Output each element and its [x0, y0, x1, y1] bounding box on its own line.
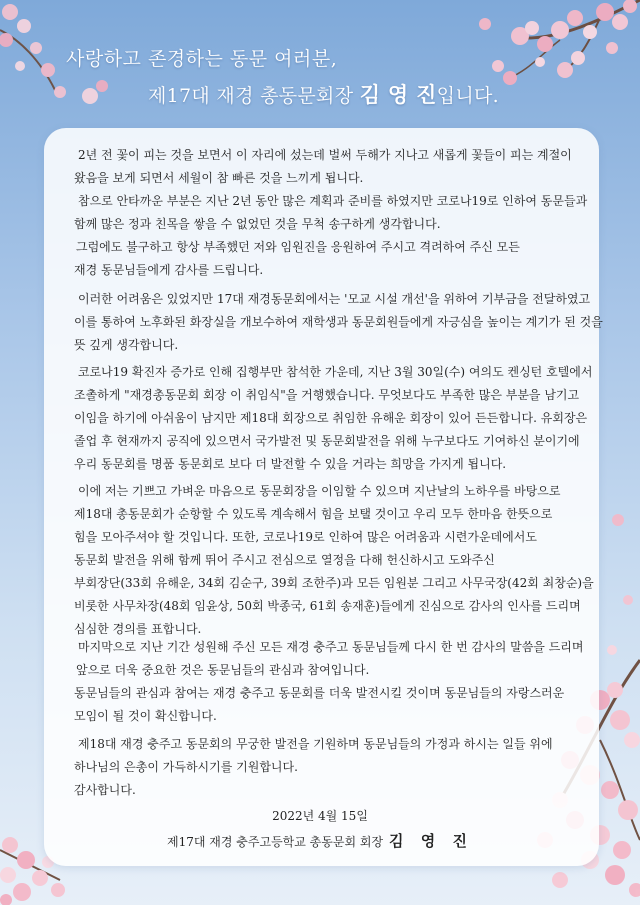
letter-header: [0, 0, 640, 120]
intro-line: [148, 79, 499, 109]
letter-date: 2022년 4월 15일: [272, 809, 368, 823]
paragraph-line: 비롯한 사무차장(48회 임윤상, 50회 박종국, 61회 송재훈)들에게 진심으로 감사의 인사를 드리며: [74, 599, 581, 613]
paragraph-line: 참으로 안타까운 부분은 지난 2년 동안 많은 계획과 준비를 하였지만 코로나19로 인하여 동문들과: [78, 194, 588, 208]
paragraph-line: 이임을 하기에 아쉬움이 남지만 제18대 회장으로 취임한 유해운 회장이 있어 든든합니다. 유회장은: [74, 411, 588, 425]
paragraph-2: [74, 190, 588, 282]
paragraph-line: 하나님의 은총이 가득하시기를 기원합니다.: [74, 760, 298, 774]
paragraph-6: [74, 636, 584, 728]
paragraph-1: [74, 144, 574, 190]
paragraph-line: 그럼에도 불구하고 항상 부족했던 저와 임원진을 응원하여 주시고 격려하여 주신 모든: [76, 240, 520, 254]
paragraph-line: 심심한 경의를 표합니다.: [74, 622, 202, 636]
paragraph-line: 뜻 깊게 생각합니다.: [74, 338, 179, 352]
signature-title: 제17대 재경 충주고등학교 총동문회 회장: [167, 835, 384, 849]
paragraph-line: 동문회 발전을 위해 함께 뛰어 주시고 전심으로 열정을 다해 헌신하시고 도와주신: [74, 553, 495, 567]
paragraph-line: 감사합니다.: [74, 783, 136, 797]
paragraph-line: 우리 동문회를 명품 동문회로 보다 더 발전할 수 있을 거라는 희망을 가지게 됩니다.: [74, 457, 507, 471]
greeting-line: 사랑하고 존경하는 동문 여러분,: [66, 48, 338, 70]
paragraph-5: [74, 480, 594, 641]
paragraph-line: 힘을 모아주셔야 할 것입니다. 또한, 코로나19로 인하여 많은 어려움과 시련가운데에서도: [74, 530, 537, 544]
paragraph-4: [74, 361, 593, 476]
signature-name: 김 영 진: [389, 832, 473, 850]
paragraph-line: 앞으로 더욱 중요한 것은 동문님들의 관심과 참여입니다.: [76, 663, 370, 677]
paragraph-3: [74, 288, 603, 357]
signature-line: [0, 830, 640, 851]
paragraph-line: 부회장단(33회 유해운, 34회 김순구, 39회 조한주)과 모든 임원분 그리고 사무국장(42회 최창순)을: [74, 576, 594, 590]
paragraph-line: 코로나19 확진자 증가로 인해 집행부만 참석한 가운데, 지난 3월 30일(수) 여의도 켄싱턴 호텔에서: [78, 365, 593, 379]
paragraph-line: 이를 통하여 노후화된 화장실을 개보수하여 재학생과 동문회원들에게 자긍심을 높이는 계기가 된 것을: [74, 315, 603, 329]
paragraph-line: 모임이 될 것이 확신합니다.: [74, 709, 217, 723]
paragraph-line: 이러한 어려움은 있었지만 17대 재경동문회에서는 '모교 시설 개선'을 위하여 기부금을 전달하였고: [78, 292, 591, 306]
paragraph-7: [74, 733, 574, 802]
intro-suffix: 입니다.: [436, 85, 499, 107]
paragraph-line: 함께 많은 정과 친목을 쌓을 수 없었던 것을 무척 송구하게 생각합니다.: [74, 217, 441, 231]
paragraph-line: 제18대 총동문회가 순항할 수 있도록 계속해서 힘을 보탤 것이고 우리 모두 한마음 한뜻으로: [74, 507, 553, 521]
paragraph-line: 졸업 후 현재까지 공직에 있으면서 국가발전 및 동문회발전을 위해 누구보다도 기여하신 분이기에: [74, 434, 580, 448]
paragraph-line: 동문님들의 관심과 참여는 재경 충주고 동문회를 더욱 발전시킬 것이며 동문님들의 자랑스러운: [74, 686, 565, 700]
paragraph-line: 마지막으로 지난 기간 성원해 주신 모든 재경 충주고 동문님들께 다시 한 번 감사의 말씀을 드리며: [78, 640, 584, 654]
paragraph-line: 이에 저는 기쁘고 가벼운 마음으로 동문회장을 이임할 수 있으며 지난날의 노하우를 바탕으로: [78, 484, 561, 498]
paragraph-line: 재경 동문님들에게 감사를 드립니다.: [74, 263, 264, 277]
paragraph-line: 제18대 재경 충주고 동문회의 무궁한 발전을 기원하며 동문님들의 가정과 하시는 일들 위에: [78, 737, 553, 751]
paragraph-line: 왔음을 보게 되면서 세월이 참 빠른 것을 느끼게 됩니다.: [74, 171, 364, 185]
paragraph-line: 2년 전 꽃이 피는 것을 보면서 이 자리에 섰는데 벌써 두해가 지나고 새롭게 꽃들이 피는 계절이: [78, 148, 572, 162]
intro-prefix: 제17대 재경 총동문회장: [148, 85, 360, 107]
paragraph-line: 조촐하게 "재경총동문회 회장 이 취임식"을 거행했습니다. 무엇보다도 부족한 많은 부분을 남기고: [74, 388, 580, 402]
president-name: 김 영 진: [359, 82, 437, 107]
